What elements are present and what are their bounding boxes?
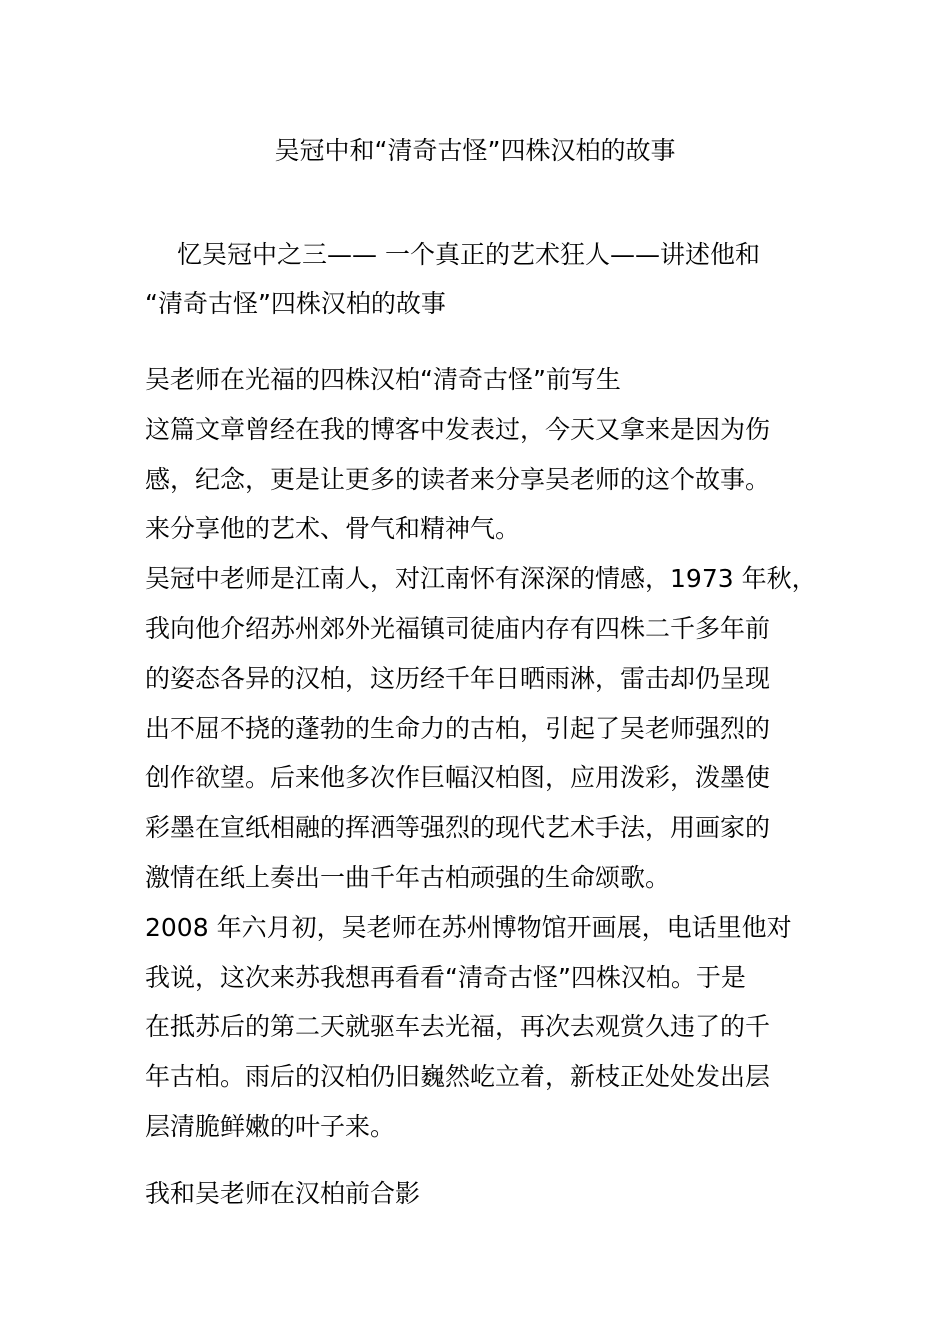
body-line: 吴冠中老师是江南人，对江南怀有深深的情感，1973 年秋， [145,564,817,594]
body-line: 彩墨在宣纸相融的挥洒等强烈的现代艺术手法，用画家的 [145,813,771,843]
body-line: 激情在纸上奏出一曲千年古柏顽强的生命颂歌。 [145,862,671,892]
photo-caption-2: 我和吴老师在汉柏前合影 [145,1179,421,1208]
body-line: 我说，这次来苏我想再看看“清奇古怪”四株汉柏。于是 [145,962,746,992]
subtitle-line: “清奇古怪”四株汉柏的故事 [145,289,446,318]
body-line: 来分享他的艺术、骨气和精神气。 [145,514,521,544]
body-line: 这篇文章曾经在我的博客中发表过，今天又拿来是因为伤 [145,414,771,444]
body-line: 层清脆鲜嫩的叶子来。 [145,1111,396,1141]
body-line: 年古柏。雨后的汉柏仍旧巍然屹立着，新枝正处处发出层 [145,1062,771,1092]
subtitle-line: 忆吴冠中之三—— 一个真正的艺术狂人——讲述他和 [177,240,760,269]
document-title: 吴冠中和“清奇古怪”四株汉柏的故事 [274,136,676,165]
document-subtitle [145,230,805,328]
body-line: 感，纪念，更是让更多的读者来分享吴老师的这个故事。 [145,464,771,494]
body-line: 在抵苏后的第二天就驱车去光福，再次去观赏久违了的千 [145,1012,771,1042]
body-line: 出不屈不挠的蓬勃的生命力的古柏，引起了吴老师强烈的 [145,713,771,743]
body-line: 创作欲望。后来他多次作巨幅汉柏图，应用泼彩，泼墨使 [145,763,771,793]
document-body [145,355,825,1152]
body-line: 2008 年六月初，吴老师在苏州博物馆开画展，电话里他对 [145,912,792,942]
body-line: 我向他介绍苏州郊外光福镇司徒庙内存有四株二千多年前 [145,613,771,643]
body-line: 的姿态各异的汉柏，这历经千年日晒雨淋，雷击却仍呈现 [145,663,771,693]
photo-caption: 吴老师在光福的四株汉柏“清奇古怪”前写生 [145,365,621,394]
